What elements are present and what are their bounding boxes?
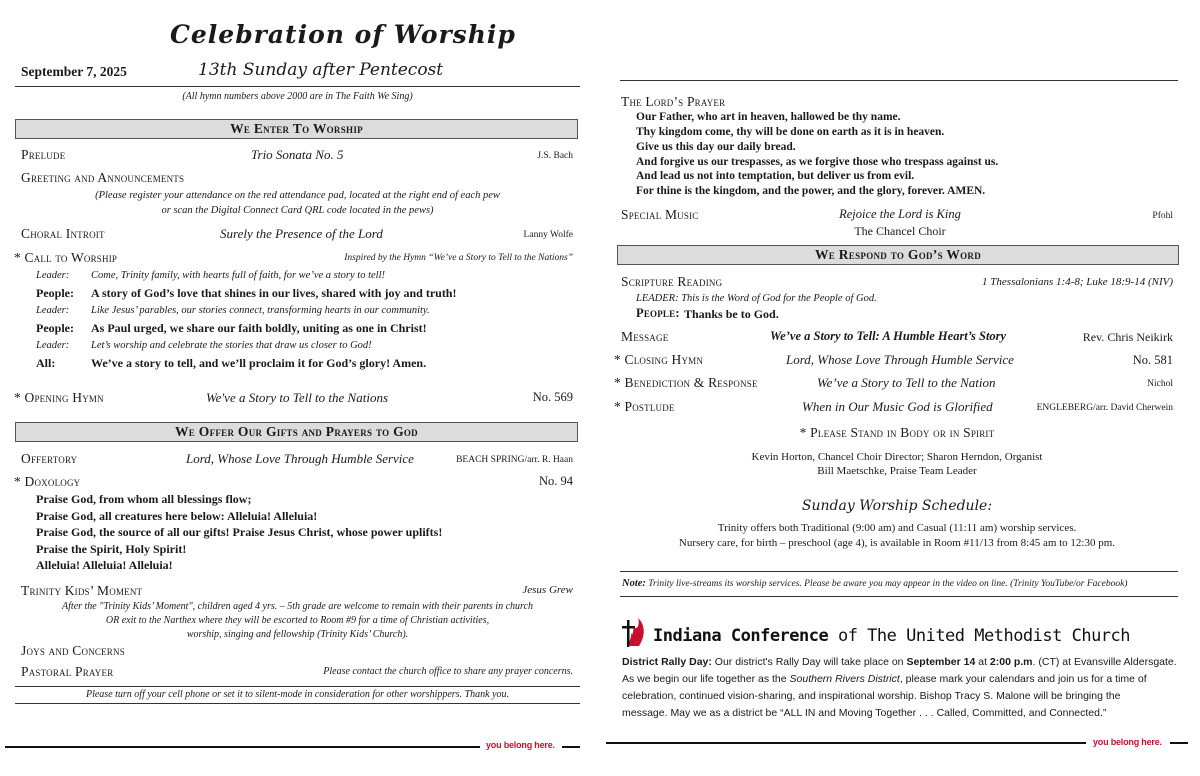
kids-moment-title: Jesus Grew: [522, 584, 573, 596]
prelude-credit: J.S. Bach: [537, 151, 573, 161]
postlude-label: * Postlude: [614, 399, 675, 414]
bulletin-title: Celebration of Worship: [170, 20, 516, 49]
choral-introit-credit: Lanny Wolfe: [523, 230, 573, 240]
message-speaker: Rev. Chris Neikirk: [1082, 330, 1173, 344]
opening-hymn-label: * Opening Hymn: [14, 390, 104, 405]
schedule-line-1: Trinity offers both Traditional (9:00 am) and Casual (11:11 am) worship services.: [717, 522, 1077, 534]
hymn-note: (All hymn numbers above 2000 are in The Faith We Sing): [182, 91, 413, 102]
message-label: Message: [621, 329, 669, 344]
footer-rule-end: [1170, 742, 1188, 744]
benediction-credit: Nichol: [1147, 379, 1173, 389]
litany-who: Leader:: [36, 340, 70, 351]
schedule-line-2: Nursery care, for birth – preschool (age 4), is available in Room #11/13 from 8:45 am to 12:30 pm.: [678, 537, 1116, 549]
doxology-line: Praise God, the source of all our gifts! Praise Jesus Christ, whose power uplifts!: [36, 525, 443, 539]
greeting-label: Greeting and Announcements: [21, 170, 185, 185]
livestream-note: [622, 578, 1127, 589]
cross-flame-logo: [621, 617, 647, 649]
litany-who: Leader:: [36, 270, 70, 281]
conference-rest: of The United Methodist Church: [828, 626, 1131, 646]
greeting-note-1: (Please register your attendance on the red attendance pad, located at the right end of each pew: [95, 190, 500, 201]
offertory-label: Offertory: [21, 451, 78, 466]
prayer-line: Our Father, who art in heaven, hallowed be thy name.: [636, 111, 901, 123]
rally2-a: As we begin our life together as the: [622, 673, 790, 685]
section-we-enter: We Enter To Worship: [15, 119, 578, 139]
note-text: Trinity live-streams its worship services. Please be aware you may appear in the video on line. (Trinity YouTube/or Facebook): [648, 579, 1128, 589]
benediction-title: We’ve a Story to Tell to the Nation: [817, 375, 996, 390]
litany-who: People:: [36, 286, 74, 300]
litany-who: People:: [36, 321, 74, 335]
service-date: September 7, 2025: [21, 64, 127, 79]
call-to-worship-label: * Call to Worship: [14, 250, 118, 265]
liturgical-day: 13th Sunday after Pentecost: [198, 60, 444, 80]
doxology-label: * Doxology: [14, 474, 81, 489]
offertory-credit: BEACH SPRING/arr. R. Haan: [456, 455, 573, 465]
doxology-line: Alleluia! Alleluia! Alleluia!: [36, 558, 173, 572]
kids-moment-label: Trinity Kids’ Moment: [21, 583, 143, 598]
joys-concerns-label: Joys and Concerns: [21, 643, 125, 658]
footer-rule-end: [562, 746, 580, 748]
doxology-line: Praise the Spirit, Holy Spirit!: [36, 542, 187, 556]
footer-rule: [606, 742, 1086, 744]
section-we-offer: We Offer Our Gifts and Prayers to God: [15, 422, 578, 442]
closing-hymn-label: * Closing Hymn: [614, 352, 704, 367]
rally-time: 2:00 p.m: [989, 656, 1033, 668]
prayer-line: For thine is the kingdom, and the power, and the glory, forever. AMEN.: [636, 185, 986, 197]
phone-note-rule-bottom: [15, 703, 580, 704]
doxology-line: Praise God, all creatures here below: Alleluia! Alleluia!: [36, 509, 318, 523]
closing-hymn-title: Lord, Whose Love Through Humble Service: [786, 352, 1014, 367]
prelude-label: Prelude: [21, 147, 66, 162]
scripture-leader: LEADER: This is the Word of God for the People of God.: [636, 293, 877, 304]
rally-date: September 14: [906, 656, 976, 668]
schedule-title: Sunday Worship Schedule:: [801, 498, 993, 514]
rally2-district: Southern Rivers District: [789, 673, 900, 685]
litany-text: Like Jesus’ parables, our stories connect, transforming hearts in our community.: [91, 305, 430, 316]
rally-text-c: . (CT) at Evansville Aldersgate.: [1032, 656, 1177, 668]
pastoral-prayer-label: Pastoral Prayer: [21, 664, 114, 679]
postlude-credit: ENGLEBERG/arr. David Cherwein: [1036, 403, 1173, 413]
rally-text-a: Our district's Rally Day will take place on: [711, 656, 907, 668]
top-rule: [620, 80, 1178, 81]
rally-paragraph: [622, 654, 1177, 722]
kids-note-2: OR exit to the Narthex where they will be escorted to Room #9 for a time of Christian activities,: [105, 615, 490, 626]
prayer-line: And lead us not into temptation, but deliver us from evil.: [636, 170, 915, 182]
footer-tagline: you belong here.: [1093, 737, 1162, 747]
message-title: We’ve a Story to Tell: A Humble Heart’s Story: [770, 329, 1007, 343]
closing-hymn-number: No. 581: [1132, 353, 1173, 367]
staff-line-2: Bill Maetschke, Praise Team Leader: [817, 465, 977, 477]
rally-line-3: celebration, continued vision-sharing, and inspirational worship. Bishop Tracy S. Malone will be bringing the: [622, 690, 1121, 702]
rally-text-b: at: [975, 656, 990, 668]
prayer-line: And forgive us our trespasses, as we forgive those who trespass against us.: [636, 156, 999, 168]
special-music-performer: The Chancel Choir: [854, 224, 946, 238]
phone-note-rule: [15, 686, 580, 687]
offertory-title: Lord, Whose Love Through Humble Service: [186, 451, 414, 466]
conference-name: [653, 626, 1130, 646]
prelude-title: Trio Sonata No. 5: [251, 147, 344, 162]
litany-who: All:: [36, 356, 56, 370]
note-label: Note:: [622, 578, 646, 589]
litany-text: Let’s worship and celebrate the stories that draw us closer to God!: [91, 340, 372, 351]
footer-tagline: you belong here.: [486, 740, 555, 750]
rally-line-4: message. May we as a district be “ALL IN and Moving Together . . . Called, Committed, and Connected.”: [622, 707, 1107, 719]
scripture-people-label: People:: [636, 306, 680, 320]
conference-bold: Indiana Conference: [653, 626, 829, 646]
scripture-label: Scripture Reading: [621, 274, 723, 289]
opening-hymn-number: No. 569: [532, 390, 573, 404]
special-music-credit: Pfohl: [1152, 211, 1173, 221]
special-music-label: Special Music: [621, 207, 699, 222]
kids-note-1: After the "Trinity Kids’ Moment", children aged 4 yrs. – 5th grade are welcome to remain with their parents in church: [62, 601, 533, 612]
rally2-b: , please mark your calendars and join us for a time of: [899, 673, 1147, 685]
lords-prayer-label: The Lord’s Prayer: [621, 94, 726, 109]
litany-text: Come, Trinity family, with hearts full of faith, for we’ve a story to tell!: [91, 270, 385, 281]
prayer-line: Give us this day our daily bread.: [636, 141, 796, 153]
footer-rule: [5, 746, 480, 748]
call-to-worship-note: Inspired by the Hymn “We’ve a Story to Tell to the Nations”: [344, 253, 573, 263]
doxology-number: No. 94: [538, 474, 573, 488]
rally-line-1: [622, 654, 1177, 671]
note-rule-bottom: [620, 596, 1178, 597]
prayer-line: Thy kingdom come, thy will be done on earth as it is in heaven.: [636, 126, 945, 138]
litany-text: We’ve a story to tell, and we’ll proclaim it for God’s glory! Amen.: [91, 356, 427, 370]
litany-who: Leader:: [36, 305, 70, 316]
phone-note: Please turn off your cell phone or set it to silent-mode in consideration for other worshippers. Thank you.: [85, 689, 510, 700]
staff-line-1: Kevin Horton, Chancel Choir Director; Sharon Herndon, Organist: [751, 451, 1043, 463]
postlude-title: When in Our Music God is Glorified: [802, 399, 993, 414]
scripture-reference: 1 Thessalonians 1:4-8; Luke 18:9-14 (NIV): [982, 276, 1173, 288]
section-we-respond: We Respond to God’s Word: [617, 245, 1179, 265]
stand-note: * Please Stand in Body or in Spirit: [799, 425, 995, 440]
pastoral-prayer-note: Please contact the church office to share any prayer concerns.: [323, 666, 573, 677]
opening-hymn-title: We've a Story to Tell to the Nations: [206, 390, 389, 405]
litany-text: As Paul urged, we share our faith boldly, uniting as one in Christ!: [91, 321, 427, 335]
rally-line-2: [622, 671, 1177, 688]
doxology-line: Praise God, from whom all blessings flow;: [36, 492, 252, 506]
choral-introit-label: Choral Introit: [21, 226, 105, 241]
note-rule-top: [620, 571, 1178, 572]
scripture-people: Thanks be to God.: [684, 307, 779, 321]
special-music-title: Rejoice the Lord is King: [839, 207, 961, 221]
rally-label: District Rally Day:: [622, 656, 712, 668]
greeting-note-2: or scan the Digital Connect Card QRL code located in the pews): [161, 205, 434, 216]
kids-note-3: worship, singing and fellowship (Trinity Kids’ Church).: [186, 629, 409, 640]
benediction-label: * Benediction & Response: [614, 375, 758, 390]
title-rule: [15, 86, 580, 87]
choral-introit-title: Surely the Presence of the Lord: [220, 226, 383, 241]
litany-text: A story of God’s love that shines in our lives, shared with joy and truth!: [91, 286, 457, 300]
